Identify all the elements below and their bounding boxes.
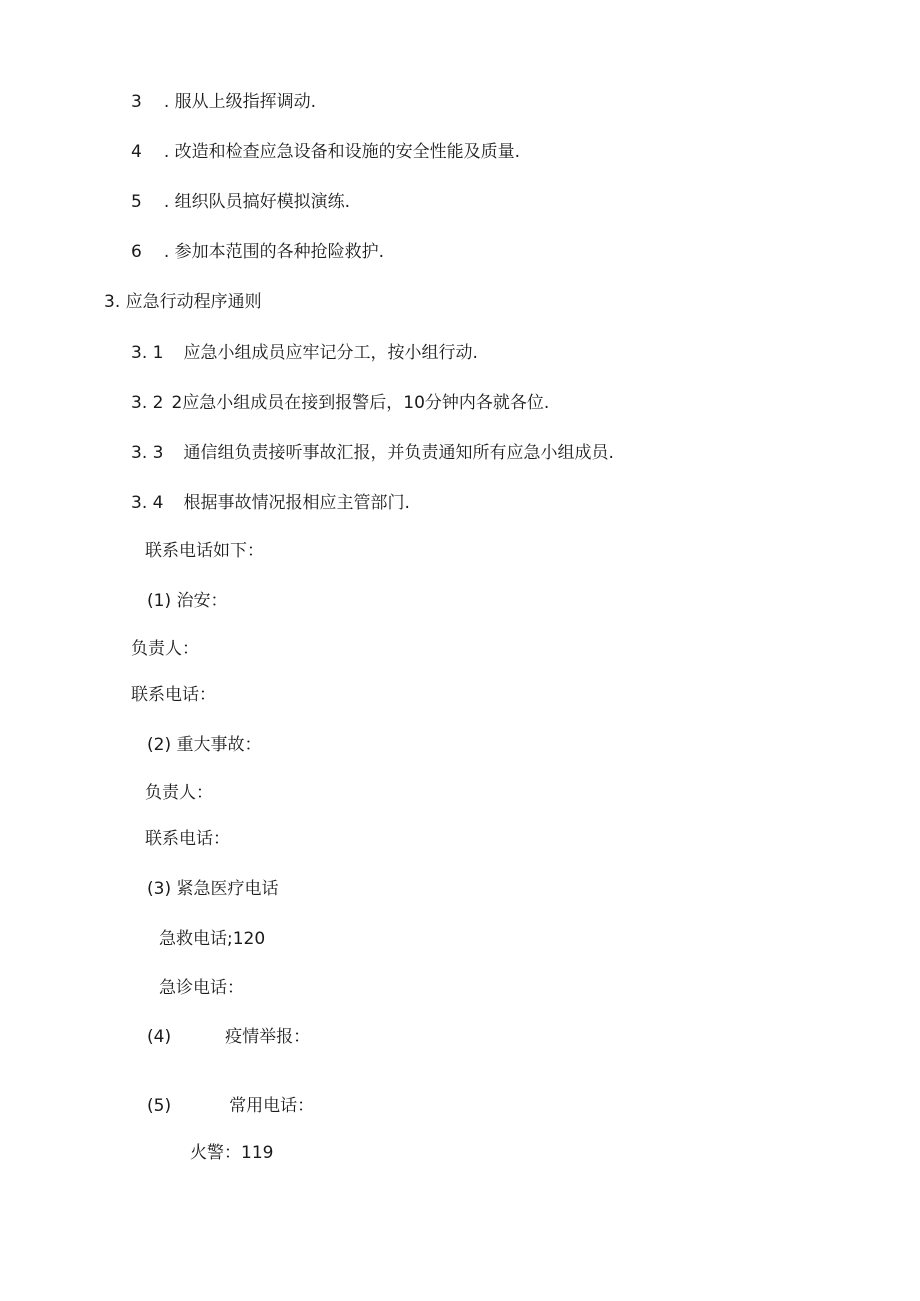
- list-item: [131, 241, 384, 263]
- subsection-item: [131, 392, 549, 414]
- contact-number: (4): [147, 1027, 172, 1047]
- contact-title: (3) 紧急医疗电话: [147, 879, 279, 899]
- contact-number: (5): [147, 1096, 172, 1116]
- contacts-intro: 联系电话如下：: [145, 541, 264, 561]
- subsection-number: 3. 3: [131, 443, 164, 463]
- section-heading: 3. 应急行动程序通则: [104, 292, 262, 312]
- subsection-text: 2应急小组成员在接到报警后，10分钟内各就各位.: [171, 393, 550, 413]
- fire-phone: 火警：119: [190, 1143, 274, 1163]
- subsection-item: [131, 442, 614, 464]
- item-number: 6: [131, 242, 142, 262]
- subsection-item: [131, 492, 410, 514]
- subsection-text: 根据事故情况报相应主管部门.: [183, 493, 410, 513]
- item-text: . 服从上级指挥调动.: [163, 92, 317, 112]
- subsection-number: 3. 4: [131, 493, 164, 513]
- list-item: [131, 141, 520, 163]
- contact-person: 负责人：: [131, 639, 199, 659]
- list-item: [131, 91, 316, 113]
- contact-label: 疫情举报：: [225, 1027, 311, 1047]
- item-text: . 组织队员搞好模拟演练.: [163, 192, 351, 212]
- contact-phone: 联系电话：: [145, 829, 230, 849]
- first-aid-phone: 急救电话;120: [159, 929, 266, 949]
- item-number: 4: [131, 142, 142, 162]
- item-text: . 参加本范围的各种抢险救护.: [163, 242, 385, 262]
- subsection-text: 通信组负责接听事故汇报，并负责通知所有应急小组成员.: [183, 443, 614, 463]
- subsection-number: 3. 1: [131, 343, 164, 363]
- emergency-room-phone: 急诊电话：: [159, 978, 244, 998]
- subsection-text: 应急小组成员应牢记分工，按小组行动.: [183, 343, 478, 363]
- list-item: [131, 191, 350, 213]
- contact-person: 负责人：: [145, 783, 213, 803]
- contact-title: [147, 1095, 314, 1117]
- item-number: 5: [131, 192, 142, 212]
- contact-title: (2) 重大事故：: [147, 735, 262, 755]
- subsection-number: 3. 2: [131, 393, 164, 413]
- subsection-item: [131, 342, 478, 364]
- item-number: 3: [131, 92, 142, 112]
- item-text: . 改造和检查应急设备和设施的安全性能及质量.: [163, 142, 521, 162]
- contact-title: (1) 治安：: [147, 591, 228, 611]
- contact-title: [147, 1026, 310, 1048]
- contact-phone: 联系电话：: [131, 685, 216, 705]
- contact-label: 常用电话：: [229, 1096, 315, 1116]
